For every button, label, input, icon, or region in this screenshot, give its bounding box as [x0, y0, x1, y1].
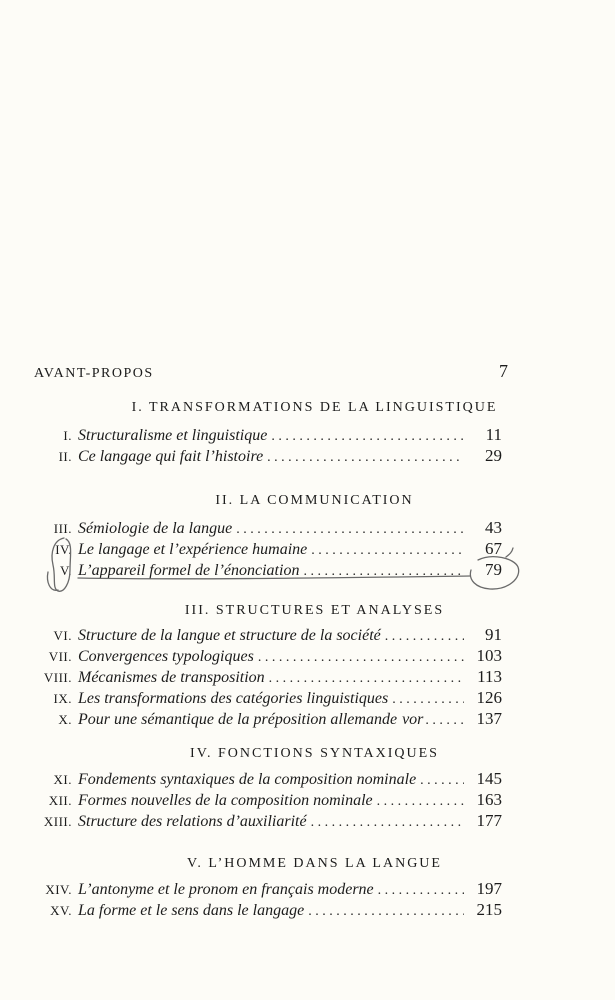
chapter-number: III. [53, 521, 72, 536]
chapter-number: XIII. [43, 814, 72, 829]
leader-dots [267, 447, 464, 468]
chapter-page: 163 [476, 790, 502, 809]
chapter-page: 126 [476, 688, 502, 707]
chapter-page: 79 [485, 560, 502, 579]
chapter-number: IV. [55, 542, 72, 557]
toc-section-1 [0, 395, 615, 466]
chapter-title: Structure des relations d’auxiliarité [78, 813, 307, 830]
toc-entry [0, 559, 502, 580]
leader-dots [425, 710, 468, 731]
toc-entry [0, 899, 502, 920]
chapter-page: 11 [485, 425, 502, 444]
chapter-title: La forme et le sens dans le langage [78, 902, 305, 919]
chapter-page: 91 [485, 625, 502, 644]
chapter-number: VII. [48, 649, 72, 664]
chapter-number: XIV. [45, 882, 72, 897]
section-title: II. LA COMMUNICATION [215, 493, 414, 508]
chapter-number: I. [63, 428, 72, 443]
chapter-number: VI. [53, 628, 72, 643]
chapter-number: XI. [53, 772, 72, 787]
toc-entry [0, 645, 502, 666]
chapter-title: Le langage et l’expérience humaine [78, 541, 308, 558]
chapter-number: X. [58, 712, 72, 727]
toc-entry [0, 810, 502, 831]
toc-entry [0, 878, 502, 899]
avant-propos-page: 7 [499, 361, 508, 381]
toc-entry [0, 687, 502, 708]
leader-dots [303, 561, 464, 582]
chapter-number: IX. [53, 691, 72, 706]
chapter-title: Mécanismes de transposition [78, 669, 265, 686]
leader-dots [420, 770, 464, 791]
chapter-page: 177 [476, 811, 502, 830]
chapter-title: Ce langage qui fait l’histoire [78, 448, 264, 465]
section-title: III. STRUCTURES ET ANALYSES [184, 603, 445, 618]
chapter-page: 113 [477, 667, 502, 686]
toc-section-2 [0, 488, 615, 580]
chapter-title: Convergences typologiques [78, 648, 254, 665]
chapter-title: Fondements syntaxiques de la composition nominale [78, 771, 417, 788]
section-title: V. L’HOMME DANS LA LANGUE [187, 856, 442, 871]
chapter-title-suffix: vor [402, 711, 424, 728]
toc-entry [0, 768, 502, 789]
toc-entry [0, 666, 502, 687]
chapter-title: Structuralisme et linguistique [78, 427, 268, 444]
toc-entry [0, 445, 502, 466]
toc-entry [0, 517, 502, 538]
chapter-title: Structure de la langue et structure de la société [78, 627, 381, 644]
section-title: IV. FONCTIONS SYNTAXIQUES [190, 746, 439, 761]
chapter-page: 43 [485, 518, 502, 537]
leader-dots [392, 689, 464, 710]
chapter-number: II. [58, 449, 72, 464]
leader-dots [258, 647, 464, 668]
chapter-page: 145 [476, 769, 502, 788]
leader-dots [311, 540, 464, 561]
chapter-page: 197 [476, 879, 502, 898]
toc-section-4 [0, 741, 615, 831]
chapter-title: L’antonyme et le pronom en français moderne [78, 881, 374, 898]
toc-entry [0, 424, 502, 445]
toc-section-3 [0, 598, 615, 729]
avant-propos-entry [34, 361, 508, 382]
leader-dots [385, 626, 464, 647]
chapter-title: L’appareil formel de l’énonciation [78, 562, 300, 579]
chapter-page: 29 [485, 446, 502, 465]
chapter-number: XV. [50, 903, 72, 918]
chapter-title: Les transformations des catégories linguistiques [78, 690, 389, 707]
chapter-number: XII. [48, 793, 72, 808]
leader-dots [377, 791, 464, 812]
section-title: I. TRANSFORMATIONS DE LA LINGUISTIQUE [131, 400, 498, 415]
leader-dots [378, 880, 464, 901]
chapter-title: Sémiologie de la langue [78, 520, 233, 537]
chapter-page: 137 [476, 709, 502, 728]
avant-propos-label: AVANT-PROPOS [34, 366, 154, 381]
leader-dots [271, 426, 464, 447]
chapter-title: Pour une sémantique de la préposition allemande [78, 711, 398, 728]
toc-entry [0, 624, 502, 645]
leader-dots [269, 668, 464, 689]
chapter-number: V. [60, 563, 72, 578]
toc-entry [0, 789, 502, 810]
chapter-page: 215 [476, 900, 502, 919]
leader-dots [311, 812, 464, 833]
chapter-number: VIII. [43, 670, 72, 685]
leader-dots [236, 519, 464, 540]
toc-entry [0, 538, 502, 559]
chapter-page: 67 [485, 539, 502, 558]
toc-entry [0, 708, 502, 729]
chapter-page: 103 [476, 646, 502, 665]
leader-dots [308, 901, 464, 922]
toc-section-5 [0, 851, 615, 920]
chapter-title: Formes nouvelles de la composition nominale [78, 792, 373, 809]
